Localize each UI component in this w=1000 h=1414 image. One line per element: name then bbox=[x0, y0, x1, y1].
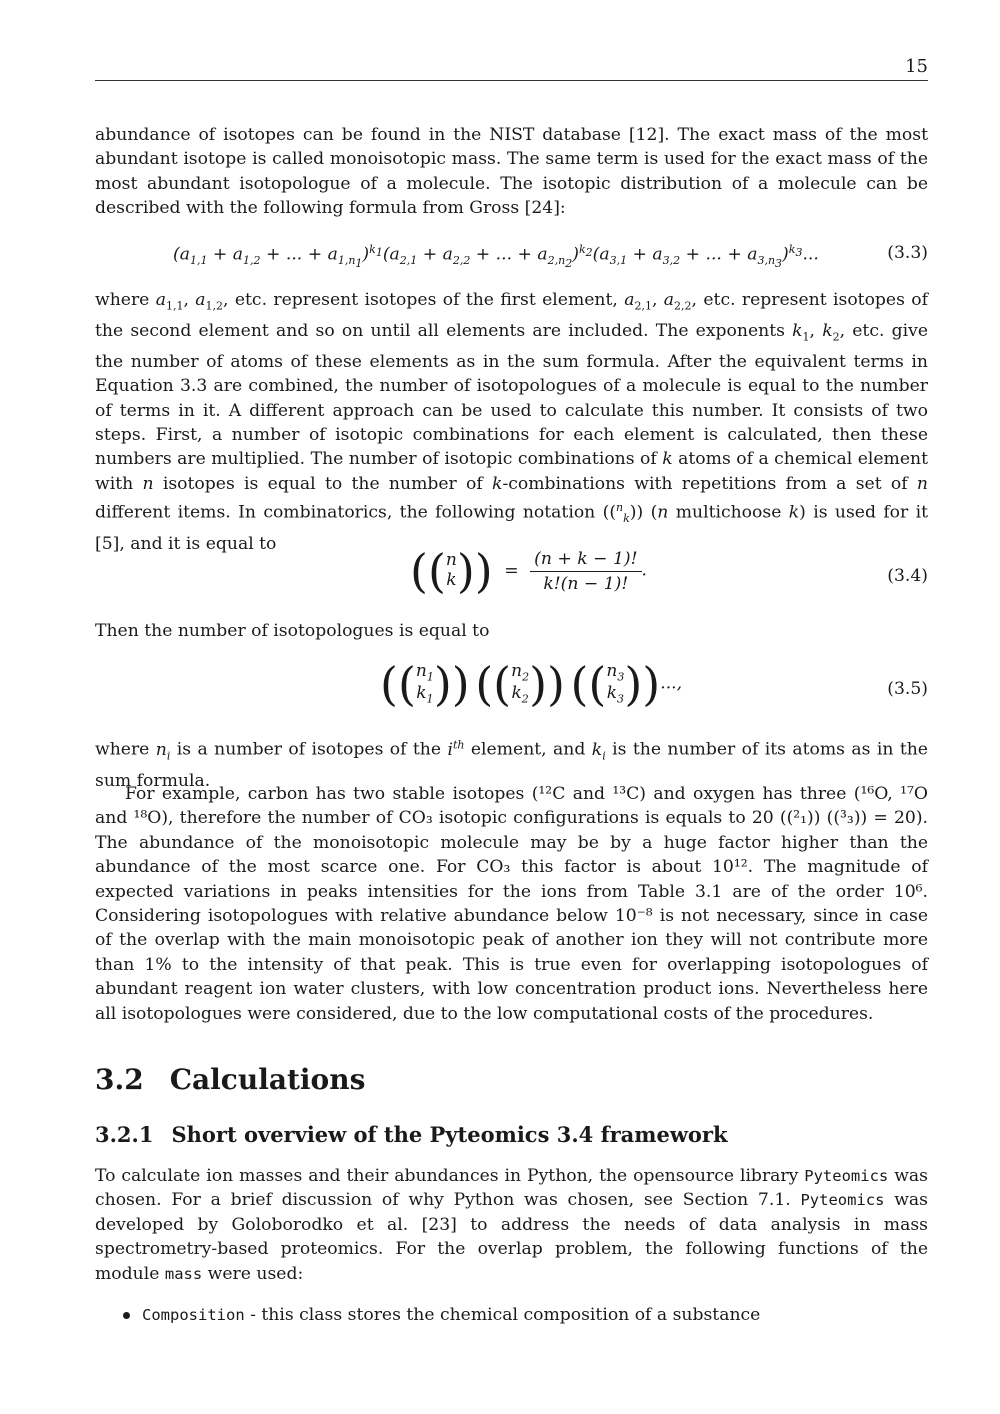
subsection-title: Short overview of the Pyteomics 3.4 framework bbox=[171, 1122, 728, 1147]
subsection-number: 3.2.1 bbox=[95, 1122, 154, 1147]
paragraph-3: Then the number of isotopologues is equal to bbox=[95, 621, 490, 641]
equation-3-5: (($n_1$ $k_1$)) (($n_2$ $k_2$)) (($n_3$ $k_3$))..., (3.5) bbox=[380, 657, 928, 711]
paragraph-2: where $a_{1,1}$, $a_{1,2}$, etc. represent isotopes of the first element, $a_{2,1}$, $a_{2,2}$, etc. represent isotopes of the second element and so on until all elements are included. The exponents $k_1$, $k_2$, etc. give the number of atoms of these elements as in the sum formula. After the equivalent terms in Equation 3.3 are combined, the number of isotopologues of a molecule is equal to the number of terms in it. A different approach can be used to calculate this number. It consists of two steps. First, a number of isotopic combinations for each element is calculated, then these numbers are multiplied. The number of isotopic combinations of k atoms of a chemical element with n isotopes is equal to the number of k-combinations with repetitions from a set of n different items. In combinatorics, the following notation (($^n_k$)) (n multichoose k) is used for it [5], and it is equal to bbox=[95, 290, 929, 554]
paragraph-6: To calculate ion masses and their abundances in Python, the opensource library Pyteomics was chosen. For a brief discussion of why Python was chosen, see Section 7.1. Pyteomics was developed by Goloborodko et al. [23] to address the needs of data analysis in mass spectrometry-based proteomics. For the overlap problem, the following functions of the module mass were used: bbox=[95, 1166, 928, 1284]
equation-3-4: ((n k)) = $\frac{(n + k - 1)!}{k!(n - 1)!}$ . (3.4) bbox=[410, 544, 928, 598]
equation-number: (3.4) bbox=[887, 566, 928, 586]
list-item: Composition - this class stores the chemical composition of a substance bbox=[123, 1303, 760, 1327]
paragraph-4: where $n_i$ is a number of isotopes of the $i^{th}$ element, and $k_i$ is the number of its atoms as in the sum formula. bbox=[95, 738, 928, 791]
bullet-icon bbox=[123, 1312, 130, 1319]
subsection-heading bbox=[95, 1122, 728, 1147]
equation-number: (3.5) bbox=[887, 679, 928, 699]
paragraph-1: abundance of isotopes can be found in the NIST database [12]. The exact mass of the most abundant isotope is called monoisotopic mass. The same term is used for the exact mass of the most abundant isotopologue of a molecule. The isotopic distribution of a molecule can be described with the following formula from Gross [24]: bbox=[95, 125, 928, 219]
section-number: 3.2 bbox=[95, 1063, 144, 1096]
page-header bbox=[95, 56, 928, 81]
section-title: Calculations bbox=[169, 1063, 366, 1096]
equation-number: (3.3) bbox=[887, 243, 928, 263]
section-heading bbox=[95, 1063, 365, 1096]
page-number: 15 bbox=[905, 56, 928, 77]
paragraph-5: For example, carbon has two stable isotopes (¹²C and ¹³C) and oxygen has three (¹⁶O, ¹⁷O and ¹⁸O), therefore the number of CO₃ isotopic configurations is equals to 20 ((²₁)) ((³₃)) = 20). The abundance of the monoisotopic molecule may be by a huge factor higher than the abundance of the most scarce one. For CO₃ this factor is about 10¹². The magnitude of expected variations in peaks intensities for the ions from Table 3.1 are of the order 10⁶. Considering isotopologues with relative abundance below 10⁻⁸ is not necessary, since in case of the overlap with the main monoisotopic peak of another ion they will not contribute more than 1% to the intensity of that peak. This is true even for overlapping isotopologues of abundant reagent ion water clusters, with low concentration product ions. Nevertheless here all isotopologues were considered, due to the low computational costs of the procedures. bbox=[95, 784, 928, 1024]
